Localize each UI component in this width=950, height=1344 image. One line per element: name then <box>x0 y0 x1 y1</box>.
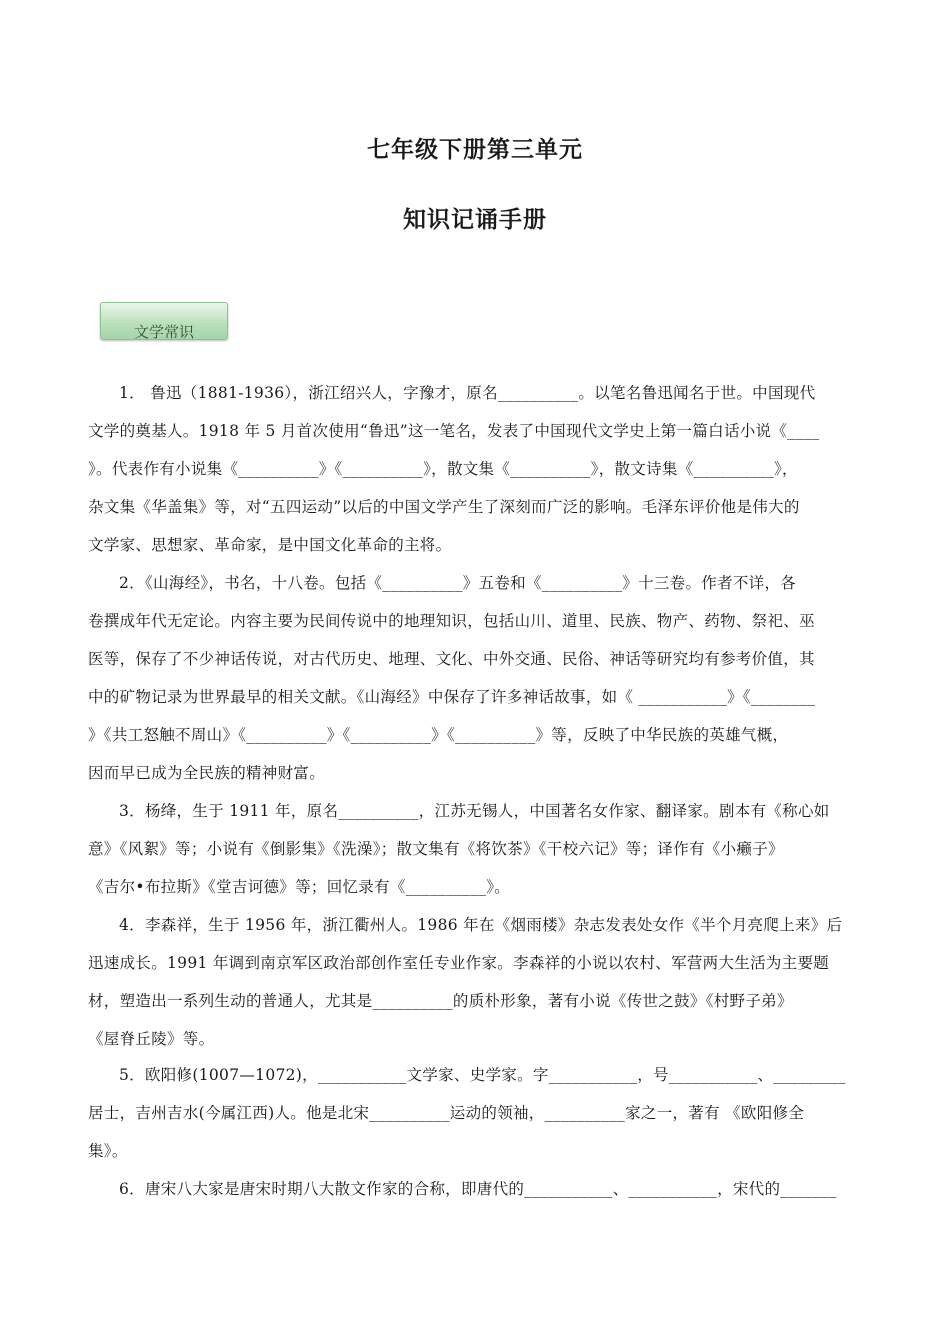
text-line: 》。代表作有小说集《__________》《__________》，散文集《__________》，散文诗集《__________》， <box>88 460 798 478</box>
text-line: 3．杨绛，生于 1911 年，原名__________，江苏无锡人，中国著名女作家、翻译家。剧本有《称心如 <box>119 802 830 820</box>
text-line: 文学的奠基人。1918 年 5 月首次使用“鲁迅”这一笔名，发表了中国现代文学史上第一篇白话小说《____ <box>88 422 820 440</box>
text-line: 6．唐宋八大家是唐宋时期八大散文作家的合称，即唐代的___________、___________，宋代的_______ <box>119 1180 837 1198</box>
text-line: 5．欧阳修(1007—1072)，___________文学家、史学家。字___________，号___________、_________ <box>119 1066 846 1084</box>
text-line: 《吉尔•布拉斯》《堂吉诃德》等；回忆录有《__________》。 <box>88 878 511 896</box>
text-line: 集》。 <box>88 1142 128 1160</box>
text-line: 迅速成长。1991 年调到南京军区政治部创作室任专业作家。李森祥的小说以农村、军营两大生活为主要题 <box>88 954 830 972</box>
text-line: 卷撰成年代无定论。内容主要为民间传说中的地理知识，包括山川、道里、民族、物产、药物、祭祀、巫 <box>88 612 815 630</box>
text-line: 1． 鲁迅（1881-1936），浙江绍兴人，字豫才，原名__________。以笔名鲁迅闻名于世。中国现代 <box>119 384 816 402</box>
text-line: 意》《风絮》等；小说有《倒影集》《洗澡》；散文集有《将饮茶》《干校六记》等；译作有《小癞子》 <box>88 840 784 858</box>
text-line: 杂文集《华盖集》等，对“五四运动”以后的中国文学产生了深刻而广泛的影响。毛泽东评价他是伟大的 <box>88 498 800 516</box>
text-line: 》《共工怒触不周山》《__________》《__________》《__________》等，反映了中华民族的英雄气概， <box>88 726 789 744</box>
text-line: 文学家、思想家、革命家，是中国文化革命的主将。 <box>88 536 452 554</box>
text-line: 医等，保存了不少神话传说，对古代历史、地理、文化、中外交通、民俗、神话等研究均有参考价值，其 <box>88 650 815 668</box>
text-line: 2．《山海经》，书名，十八卷。包括《__________》五卷和《__________》十三卷。作者不详，各 <box>119 574 797 592</box>
text-line: 中的矿物记录为世界最早的相关文献。《山海经》中保存了许多神话故事，如《 ___________》《________ <box>88 688 816 706</box>
page-title: 七年级下册第三单元 <box>367 137 583 163</box>
text-line: 《屋脊丘陵》等。 <box>88 1030 215 1048</box>
text-line: 4．李森祥，生于 1956 年，浙江衢州人。1986 年在《烟雨楼》杂志发表处女作《半个月亮爬上来》后 <box>119 916 843 934</box>
text-line: 材，塑造出一系列生动的普通人，尤其是__________的质朴形象，著有小说《传世之鼓》《村野子弟》 <box>88 992 793 1010</box>
page-subtitle: 知识记诵手册 <box>403 207 547 233</box>
text-line: 居士，吉州吉水(今属江西)人。他是北宋__________运动的领袖，__________家之一，著有 《欧阳修全 <box>88 1104 805 1122</box>
text-line: 因而早已成为全民族的精神财富。 <box>88 764 326 782</box>
section-tab-label: 文学常识 <box>133 323 194 340</box>
section-tab-literary-knowledge <box>100 302 228 340</box>
